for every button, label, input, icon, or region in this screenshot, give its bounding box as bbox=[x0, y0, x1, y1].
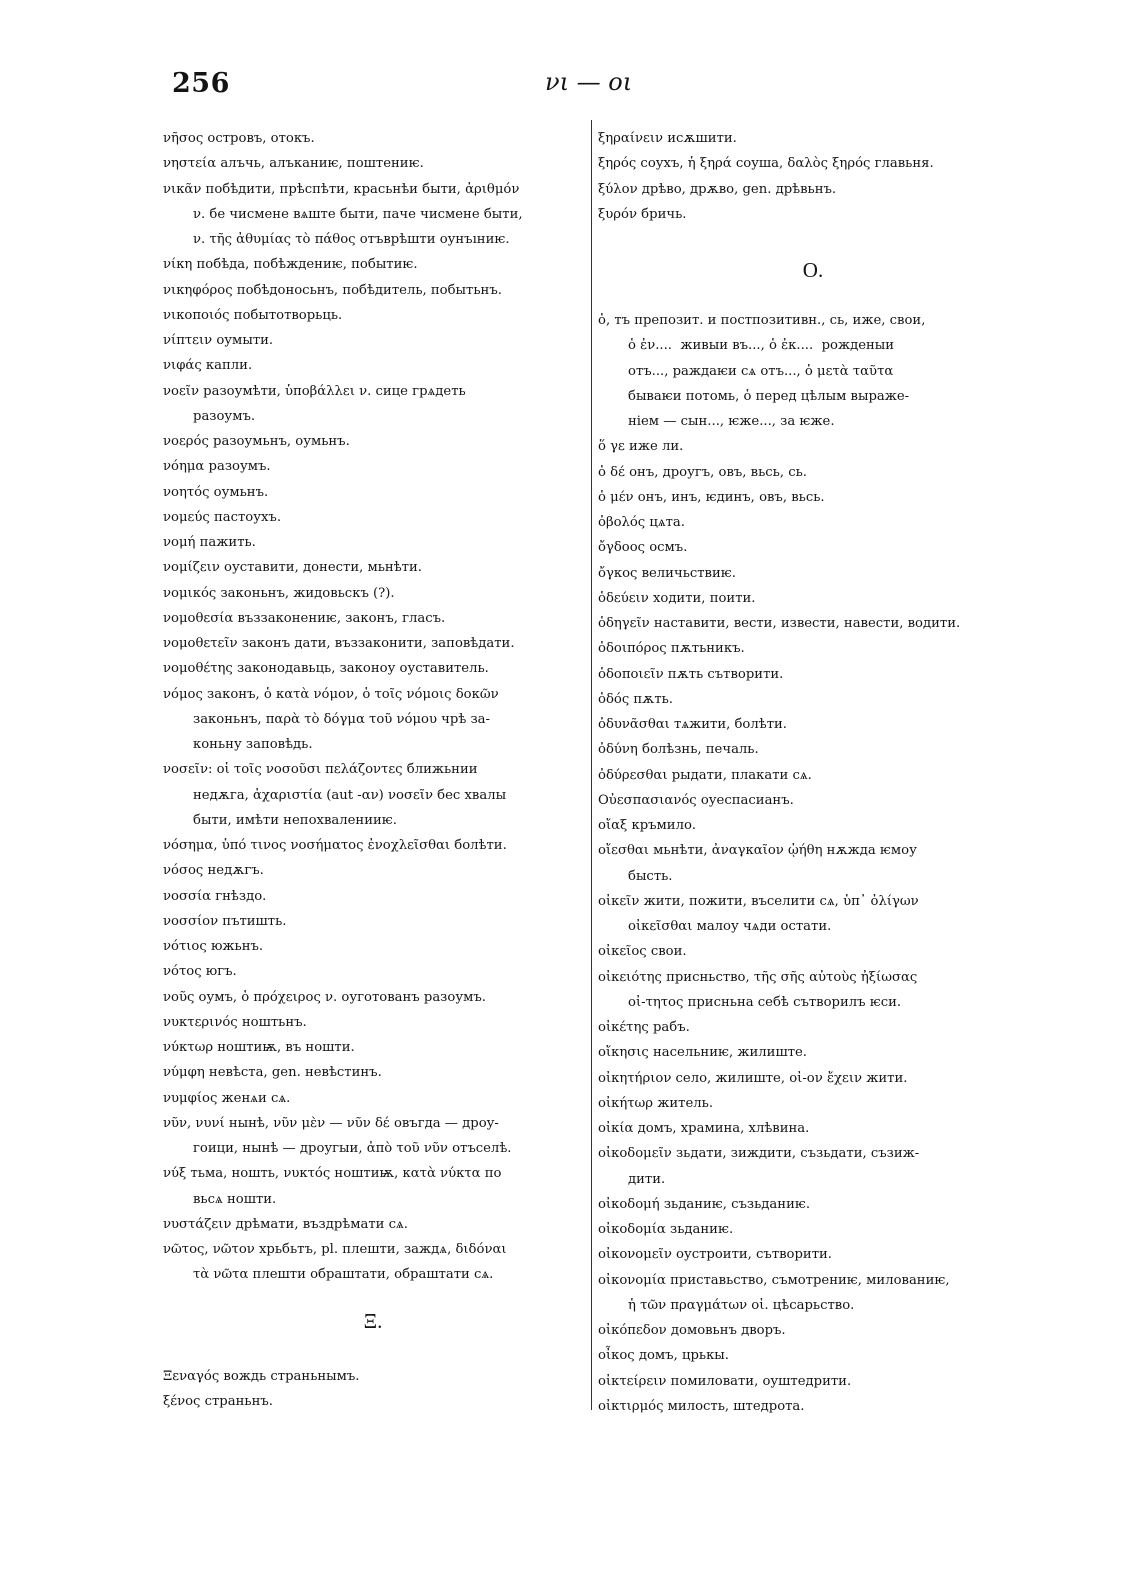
entry-line: οἰκονομία приставьство, съмотрениѥ, милованиѥ, bbox=[598, 1272, 950, 1288]
entry-line: νότιος южьнъ. bbox=[163, 939, 264, 954]
entry-line: νυστάζειν дрѣмати, въздрѣмати сѧ. bbox=[163, 1216, 408, 1232]
entry-line: ὁ ἐν.... живыи въ..., ὁ ἐκ.... рожденыи bbox=[628, 338, 895, 354]
dictionary-entry bbox=[163, 1237, 583, 1288]
dictionary-entry bbox=[598, 1394, 1028, 1419]
entry-line: отъ..., раждаѥи сѧ отъ..., ὁ μετὰ ταῦτα bbox=[628, 363, 894, 379]
dictionary-entry bbox=[598, 126, 1028, 151]
entry-line: οἴκησις насельниѥ, жилиште. bbox=[598, 1045, 808, 1061]
entry-line: νιφάς капли. bbox=[163, 358, 253, 374]
dictionary-entry bbox=[163, 555, 583, 580]
dictionary-entry bbox=[163, 252, 583, 277]
dictionary-entry bbox=[598, 763, 1028, 788]
dictionary-entry bbox=[598, 1268, 1028, 1319]
dictionary-entry bbox=[598, 434, 1028, 459]
entry-line: νῆσος островъ, отокъ. bbox=[163, 131, 315, 146]
entry-line: οἰκοδομεῖν зьдати, зиждити, съзьдати, съзиж- bbox=[598, 1146, 920, 1162]
dictionary-entry bbox=[598, 1116, 1028, 1141]
dictionary-entry bbox=[163, 429, 583, 454]
entry-line: οἰκεῖν жити, пожити, въселити сѧ, ὑπ᾽ ὀλίγων bbox=[598, 893, 919, 909]
entry-line: нiем — сын..., ѥже..., за ѥже. bbox=[628, 414, 835, 429]
section-letter-omicron: O. bbox=[802, 258, 824, 282]
entry-line: οἰκέτης рабъ. bbox=[598, 1020, 690, 1035]
entry-line: ὀδύρεσθαι рыдати, плакати сѧ. bbox=[598, 767, 812, 783]
left-entries bbox=[163, 126, 583, 1288]
column-divider bbox=[591, 120, 592, 1410]
dictionary-entry bbox=[163, 379, 583, 430]
dictionary-entry bbox=[163, 959, 583, 984]
entry-line: ὄγκος величьствиѥ. bbox=[598, 565, 736, 581]
dictionary-entry bbox=[163, 177, 583, 253]
dictionary-entry bbox=[598, 308, 1028, 434]
entry-line: вьсѧ ношти. bbox=[193, 1191, 277, 1207]
entry-line: νότος югъ. bbox=[163, 964, 237, 980]
dictionary-entry bbox=[163, 480, 583, 505]
entry-line: ὁ μέν онъ, инъ, ѥдинъ, овъ, вьсь. bbox=[598, 489, 825, 505]
entry-line: ὅ γε иже ли. bbox=[598, 439, 684, 455]
dictionary-entry bbox=[163, 1111, 583, 1162]
dictionary-entry bbox=[598, 1343, 1028, 1368]
entry-line: οἴεσθαι мьнѣти, ἀναγκαῖον ᾠήθη нѫжда ѥмоу bbox=[598, 843, 917, 859]
entry-line: οἰκονομεῖν оустроити, сътворити. bbox=[598, 1247, 832, 1263]
dictionary-entry bbox=[598, 202, 1028, 227]
dictionary-entry bbox=[598, 1242, 1028, 1267]
entry-line: ὁδός пѫть. bbox=[598, 691, 673, 707]
dictionary-entry bbox=[163, 858, 583, 883]
entry-line: νομοθέτης законодавьць, законоу оуставитель. bbox=[163, 661, 489, 677]
dictionary-entry bbox=[163, 505, 583, 530]
dictionary-entry bbox=[163, 1161, 583, 1212]
entry-line: νομεύς пастоухъ. bbox=[163, 509, 282, 525]
dictionary-entry bbox=[598, 1369, 1028, 1394]
dictionary-entry bbox=[163, 631, 583, 656]
entry-line: νόημα разоумъ. bbox=[163, 459, 271, 475]
dictionary-entry bbox=[163, 757, 583, 833]
entry-line: νῶτος, νῶτον хрьбьтъ, pl. плешти, заждѧ, διδόναι bbox=[163, 1242, 507, 1257]
entry-line: οἰκοδομία зьданиѥ. bbox=[598, 1222, 734, 1237]
dictionary-entry bbox=[598, 1091, 1028, 1116]
entry-line: ξένος страньнъ. bbox=[163, 1393, 273, 1409]
dictionary-entry bbox=[598, 535, 1028, 560]
dictionary-entry bbox=[163, 151, 583, 176]
entry-line: νοητός оумьнъ. bbox=[163, 484, 269, 500]
dictionary-entry bbox=[163, 656, 583, 681]
dictionary-entry bbox=[598, 510, 1028, 535]
entry-line: νόμος законъ, ὁ κατὰ νόμον, ὁ τοῖς νόμοις δοκῶν bbox=[163, 686, 499, 702]
entry-line: οἰκτείρειν помиловати, оуштедрити. bbox=[598, 1373, 852, 1389]
dictionary-entry bbox=[163, 833, 583, 858]
entry-line: ὁ, тъ препозит. и постпозитивн., сь, иже, свои, bbox=[598, 313, 926, 328]
entry-line: οἰκόπεδον домовьнъ дворъ. bbox=[598, 1323, 786, 1338]
running-head: νι — οι bbox=[545, 68, 633, 96]
dictionary-entry bbox=[163, 126, 583, 151]
dictionary-entry bbox=[598, 788, 1028, 813]
dictionary-entry bbox=[163, 581, 583, 606]
left-entries-tail bbox=[163, 1364, 583, 1415]
entry-line: νηστεία алъчь, алъканиѥ, поштениѥ. bbox=[163, 156, 424, 172]
entry-line: νύμφη невѣста, gen. невѣстинъ. bbox=[163, 1065, 382, 1081]
entry-line: νοσεῖν: οἱ τοῖς νοσοῦσι πελάζοντες ближьнии bbox=[163, 762, 478, 778]
entry-line: бываѥи потомь, ὁ перед цѣлым выраже- bbox=[628, 388, 910, 404]
dictionary-entry bbox=[598, 712, 1028, 737]
entry-line: дити. bbox=[628, 1171, 666, 1187]
entry-line: ξηρός соухъ, ἡ ξηρά соуша, δαλὸς ξηρός главьня. bbox=[598, 156, 934, 172]
entry-line: недѫга, ἀχαριστία (aut -αν) νοσεῖν бес хвалы bbox=[193, 787, 507, 803]
entry-line: ὀβολός цѧта. bbox=[598, 515, 685, 530]
entry-line: οἰκήτωρ житель. bbox=[598, 1095, 714, 1111]
entry-line: ὁ δέ онъ, дроугъ, овъ, вьсь, сь. bbox=[598, 464, 807, 480]
dictionary-entry bbox=[598, 939, 1028, 964]
entry-line: νυμφίος женѧи сѧ. bbox=[163, 1090, 291, 1106]
entry-line: νοεῖν разоумѣти, ὑποβάλλει ν. сице грѧдеть bbox=[163, 383, 466, 399]
dictionary-entry bbox=[163, 530, 583, 555]
entry-line: ξύλον дрѣво, дрѫво, gen. дрѣвьнъ. bbox=[598, 181, 837, 197]
entry-line: ὁδοποιεῖν пѫть сътворити. bbox=[598, 666, 784, 682]
right-column bbox=[598, 126, 1028, 1419]
entry-line: οἰκεῖος свои. bbox=[598, 944, 687, 960]
dictionary-entry bbox=[598, 965, 1028, 1016]
dictionary-entry bbox=[163, 606, 583, 631]
entry-line: Ξεναγός вождь страньнымъ. bbox=[163, 1368, 360, 1384]
entry-line: ὁδηγεῖν наставити, вести, извести, навести, водити. bbox=[598, 616, 961, 631]
entry-line: οἰκία домъ, храмина, хлѣвина. bbox=[598, 1121, 810, 1136]
entry-line: οἰκοδομή зьданиѥ, съзьданиѥ. bbox=[598, 1196, 811, 1212]
dictionary-entry bbox=[163, 303, 583, 328]
dictionary-entry bbox=[598, 586, 1028, 611]
entry-line: οἶκος домъ, црькы. bbox=[598, 1348, 729, 1364]
entry-line: ὀδυνᾶσθαι тѧжити, болѣти. bbox=[598, 717, 787, 732]
entry-line: οἰκειότης присньство, τῆς σῆς αὐτοὺς ἠξίωσας bbox=[598, 969, 918, 985]
entry-line: ἡ τῶν πραγμάτων οἰ. цѣсарьство. bbox=[628, 1297, 855, 1313]
entry-line: νικοποιός побытотворьць. bbox=[163, 307, 343, 323]
entry-line: νομοθετεῖν законъ дати, въззаконити, заповѣдати. bbox=[163, 636, 515, 651]
entry-line: быти, имѣти непохваленииѥ. bbox=[193, 812, 397, 828]
entry-line: νικηφόρος побѣдоносьнъ, побѣдитель, побытьнъ. bbox=[163, 282, 502, 298]
entry-line: νοῦς оумъ, ὁ πρόχειρος ν. оуготованъ разоумъ. bbox=[163, 989, 486, 1005]
dictionary-entry bbox=[163, 1035, 583, 1060]
dictionary-entry bbox=[163, 454, 583, 479]
entry-line: ὁδεύειν ходити, поити. bbox=[598, 590, 756, 606]
dictionary-entry bbox=[598, 1015, 1028, 1040]
dictionary-entry bbox=[598, 889, 1028, 940]
entry-line: νύκτωρ ноштиѭ, въ ношти. bbox=[163, 1040, 355, 1055]
dictionary-entry bbox=[163, 1060, 583, 1085]
entry-line: νομοθεσία въззаконениѥ, законъ, гласъ. bbox=[163, 610, 446, 626]
entry-line: νῦν, νυνί нынѣ, νῦν μὲν — νῦν δέ овъгда — дроу- bbox=[163, 1115, 499, 1131]
right-entries-head bbox=[598, 126, 1028, 227]
dictionary-entry bbox=[598, 838, 1028, 889]
dictionary-entry bbox=[598, 561, 1028, 586]
dictionary-entry bbox=[163, 985, 583, 1010]
dictionary-entry bbox=[598, 1318, 1028, 1343]
dictionary-entry bbox=[163, 934, 583, 959]
entry-line: νομίζειν оуставити, донести, мьнѣти. bbox=[163, 560, 422, 576]
dictionary-entry bbox=[163, 884, 583, 909]
entry-line: ξηραίνειν исѫшити. bbox=[598, 131, 737, 146]
entry-line: ὀδύνη болѣзнь, печаль. bbox=[598, 742, 759, 758]
entry-line: Οὐεσπασιανός оуеспасианъ. bbox=[598, 792, 794, 808]
dictionary-entry bbox=[163, 1364, 583, 1389]
dictionary-entry bbox=[598, 636, 1028, 661]
section-letter-xi: Ξ. bbox=[363, 1308, 383, 1333]
page-number: 256 bbox=[172, 68, 230, 99]
entry-line: νοερός разоумьнъ, оумьнъ. bbox=[163, 434, 350, 449]
dictionary-entry bbox=[163, 1212, 583, 1237]
dictionary-entry bbox=[163, 278, 583, 303]
entry-line: ὄγδοος осмъ. bbox=[598, 540, 688, 556]
entry-line: νομή пажить. bbox=[163, 535, 256, 550]
entry-line: οἴαξ кръмило. bbox=[598, 818, 697, 833]
entry-line: бысть. bbox=[628, 868, 673, 884]
entry-line: οἰκτιρμός милость, штедрота. bbox=[598, 1398, 805, 1414]
dictionary-entry bbox=[163, 682, 583, 758]
entry-line: ὁδοιπόρος пѫтьникъ. bbox=[598, 641, 745, 657]
dictionary-entry bbox=[163, 909, 583, 934]
dictionary-entry bbox=[598, 813, 1028, 838]
entry-line: οἰκητήριον село, жилиште, οἰ-ον ἔχειν жити. bbox=[598, 1070, 908, 1086]
dictionary-entry bbox=[598, 1066, 1028, 1091]
entry-line: οἰκεῖσθαι малоу чѧди остати. bbox=[628, 919, 832, 934]
dictionary-entry bbox=[163, 353, 583, 378]
dictionary-entry bbox=[598, 1192, 1028, 1217]
dictionary-entry bbox=[598, 460, 1028, 485]
entry-line: νυκτερινός ноштьнъ. bbox=[163, 1014, 307, 1030]
dictionary-entry bbox=[163, 1010, 583, 1035]
entry-line: νοσσίον пътишть. bbox=[163, 913, 287, 929]
entry-line: νίκη побѣда, побѣждениѥ, побытиѥ. bbox=[163, 257, 418, 273]
dictionary-entry bbox=[598, 611, 1028, 636]
left-column bbox=[163, 126, 583, 1414]
dictionary-entry bbox=[598, 1141, 1028, 1192]
dictionary-entry bbox=[598, 1217, 1028, 1242]
entry-line: ξυρόν бричь. bbox=[598, 206, 687, 222]
entry-line: νόσημα, ὑπό τινος νοσήματος ἐνοχλεῖσθαι болѣти. bbox=[163, 838, 507, 853]
entry-line: ν. τῆς ἀθυμίας τὸ πάθος отъврѣшти оунъıниѥ. bbox=[193, 232, 510, 247]
entry-line: νικᾶν побѣдити, прѣспѣти, красьнѣи быти, ἀριθμόν bbox=[163, 181, 520, 197]
dictionary-entry bbox=[598, 737, 1028, 762]
entry-line: ν. бе чисмене вѧште быти, паче чисмене быти, bbox=[193, 206, 523, 222]
dictionary-entry bbox=[598, 1040, 1028, 1065]
entry-line: νοσσία гнѣздо. bbox=[163, 888, 267, 904]
entry-line: νύξ тьма, ношть, νυκτός ноштиѭ, κατὰ νύκτα по bbox=[163, 1166, 502, 1182]
entry-line: οἰ-τητος присньна себѣ сътворилъ ѥси. bbox=[628, 994, 902, 1010]
entry-line: νομικός законьнъ, жидовьскъ (?). bbox=[163, 585, 395, 601]
entry-line: νόσος недѫгъ. bbox=[163, 863, 264, 879]
dictionary-entry bbox=[598, 485, 1028, 510]
entry-line: τὰ νῶτα плешти обраштати, обраштати сѧ. bbox=[193, 1267, 494, 1283]
dictionary-entry bbox=[598, 687, 1028, 712]
entry-line: законьнъ, παρὰ τὸ δόγμα τοῦ νόμου чрѣ за- bbox=[193, 711, 490, 727]
dictionary-entry bbox=[598, 151, 1028, 176]
dictionary-entry bbox=[163, 1086, 583, 1111]
entry-line: гоици, нынѣ — дроугыи, ἀπὸ τοῦ νῦν отъселѣ. bbox=[193, 1141, 512, 1156]
dictionary-entry bbox=[598, 662, 1028, 687]
entry-line: νίπτειν оумыти. bbox=[163, 333, 274, 348]
dictionary-entry bbox=[163, 1389, 583, 1414]
dictionary-entry bbox=[598, 177, 1028, 202]
dictionary-entry bbox=[163, 328, 583, 353]
right-entries bbox=[598, 308, 1028, 1419]
entry-line: коньну заповѣдь. bbox=[193, 737, 313, 752]
entry-line: разоумъ. bbox=[193, 408, 256, 424]
